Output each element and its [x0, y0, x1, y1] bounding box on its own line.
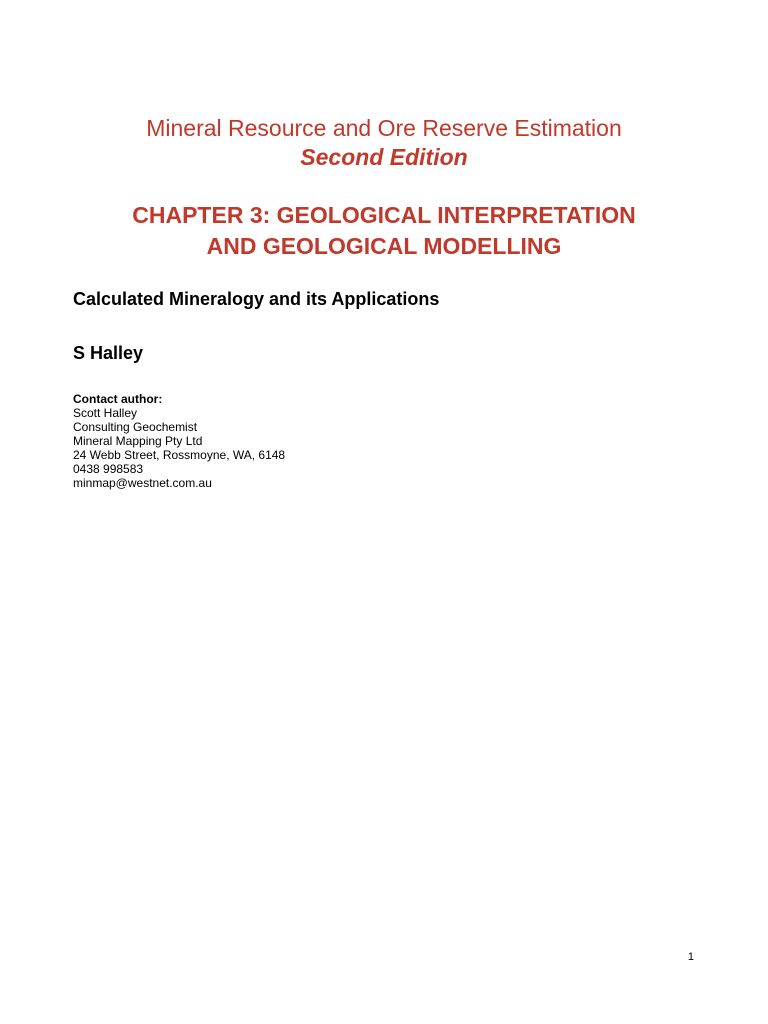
contact-phone: 0438 998583 [73, 462, 144, 476]
page-number: 1 [687, 951, 694, 963]
author-name: S Halley [73, 343, 144, 363]
chapter-title-line-2: AND GEOLOGICAL MODELLING [206, 233, 562, 259]
contact-role: Consulting Geochemist [73, 420, 198, 434]
contact-email: minmap@westnet.com.au [73, 476, 212, 490]
chapter-title-line-1: CHAPTER 3: GEOLOGICAL INTERPRETATION [132, 202, 636, 228]
book-edition: Second Edition [300, 144, 468, 170]
contact-address: 24 Webb Street, Rossmoyne, WA, 6148 [73, 448, 286, 462]
contact-name: Scott Halley [73, 406, 138, 420]
chapter-title [0, 200, 768, 262]
contact-block [73, 392, 285, 490]
paper-title: Calculated Mineralogy and its Applications [73, 289, 440, 309]
book-title: Mineral Resource and Ore Reserve Estimation [146, 115, 622, 141]
contact-label: Contact author: [73, 392, 163, 406]
contact-company: Mineral Mapping Pty Ltd [73, 434, 203, 448]
